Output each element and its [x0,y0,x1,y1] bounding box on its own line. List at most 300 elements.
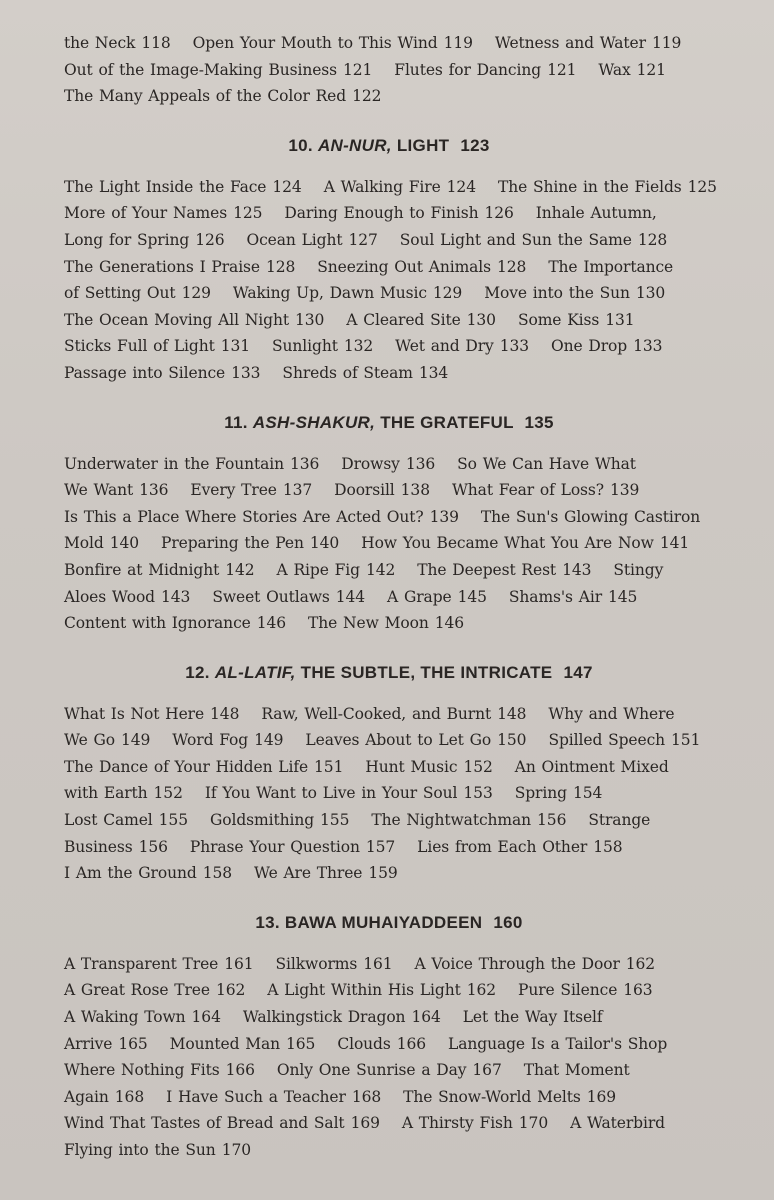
entry-title: Why and Where [548,704,675,723]
entry-title: Shams's Air [508,587,603,606]
entry-page-number: 141 [659,534,690,553]
entry-page-number: 162 [625,954,656,973]
entry-page-number: 156 [138,837,168,856]
entry-page-number: 155 [320,811,350,830]
toc-line [64,727,714,754]
entry-title: Arrive [64,1034,113,1053]
toc-line [64,530,714,557]
entry-page-number: 124 [446,177,476,196]
entry-title: Flutes for Dancing [394,60,542,79]
entry-title: So We Can Have What [457,454,636,473]
toc-entry [64,1008,221,1026]
entry-title: Underwater in the Fountain [64,454,284,473]
toc-line [64,280,714,307]
toc-entry [64,864,232,882]
toc-entry [551,337,662,355]
entry-title: Daring Enough to Finish [284,204,479,223]
toc-line [64,200,714,227]
toc-entry [205,784,493,802]
toc-entry [402,1114,548,1132]
toc-entry [64,614,286,632]
entry-title: Content with Ignorance [64,614,251,633]
toc-line [64,1084,714,1111]
toc-entry [64,705,239,723]
entry-title: Out of the Image-Making Business [64,60,337,79]
entry-title: Pure Silence [518,981,618,1000]
entry-title: A Voice Through the Door [414,954,620,973]
entry-title: Inhale Autumn, [535,204,657,223]
toc-entry [588,811,650,829]
toc-entry [64,981,245,999]
chapter-name: BAWA MUHAIYADDEEN [284,912,483,932]
toc-line [64,83,714,110]
chapter-name: THE GRATEFUL [380,412,514,432]
toc-line [64,860,714,887]
entry-title: The Sun's Glowing Castiron [480,507,701,526]
toc-entry [518,981,653,999]
entry-title: A Waterbird [570,1114,665,1133]
entry-page-number: 145 [608,587,638,606]
entry-title: Silkworms [275,954,358,973]
toc-entry [64,455,319,473]
entry-page-number: 125 [233,204,263,223]
entry-title: with Earth [64,784,148,803]
entry-page-number: 131 [220,337,251,356]
toc-entry [524,1061,630,1079]
entry-title: That Moment [523,1061,630,1080]
entry-lines [64,951,714,1164]
toc-entry [518,311,635,329]
entry-page-number: 126 [484,204,514,223]
toc-entry [64,231,224,249]
entry-title: Passage into Silence [64,363,226,382]
toc-entry [254,864,398,882]
entry-title: The Dance of Your Hidden Life [64,757,309,776]
entry-title: The Shine in the Fields [497,177,682,196]
toc-entry [246,231,377,249]
toc-entry [64,364,260,382]
toc-entry [64,258,295,276]
entry-page-number: 140 [309,534,340,553]
chapter-name-italic: AN-NUR, [317,135,392,155]
toc-entry [64,178,302,196]
toc-line [64,174,717,201]
toc-entry [334,481,430,499]
entry-lines [64,30,714,110]
entry-title: Walkingstick Dragon [242,1008,406,1027]
entry-title: Doorsill [334,481,395,500]
sections-container [64,135,717,1164]
entry-page-number: 156 [537,811,567,830]
entry-page-number: 153 [463,784,493,803]
toc-entry [509,588,637,606]
entry-page-number: 130 [635,284,666,303]
toc-line [64,1031,714,1058]
entry-page-number: 127 [348,230,378,249]
entry-title: Hunt Music [365,757,458,776]
entry-title: Stingy [613,560,664,579]
toc-entry [190,481,312,499]
entry-page-number: 133 [231,363,261,382]
entry-page-number: 169 [350,1114,380,1133]
entry-page-number: 130 [294,310,325,329]
chapter-heading [64,413,714,433]
entry-page-number: 170 [221,1141,251,1159]
entry-title: Raw, Well-Cooked, and Burnt [261,704,492,723]
toc-line [64,1004,714,1031]
entry-page-number: 143 [161,587,191,606]
entry-page-number: 159 [368,864,398,883]
toc-entry [64,1114,380,1132]
entry-page-number: 152 [153,784,183,803]
toc-entry [346,311,496,329]
entry-page-number: 144 [335,587,366,606]
entry-title: Leaves About to Let Go [305,731,492,750]
entry-lines [64,701,714,887]
continued-entries [64,30,714,110]
entry-title: The Nightwatchman [371,811,532,830]
toc-entry [267,981,496,999]
entry-title: Only One Sunrise a Day [276,1061,467,1080]
toc-line [64,254,714,281]
entry-page-number: 145 [457,587,487,606]
toc-line [64,504,714,531]
toc-entry [161,534,339,552]
entry-title: Lost Camel [64,811,153,830]
toc-entry [337,1035,426,1053]
entry-title: A Ripe Fig [276,560,360,579]
toc-entry [457,455,636,473]
toc-entry [64,784,183,802]
entry-title: Shreds of Steam [282,363,413,382]
toc-entry [341,455,435,473]
entry-title: A Thirsty Fish [401,1114,513,1133]
toc-entry [463,1008,603,1026]
entry-page-number: 168 [351,1087,382,1106]
entry-title: What Fear of Loss? [451,481,604,500]
entry-page-number: 142 [365,560,396,579]
toc-entry [64,61,372,79]
chapter-page-number: 135 [524,412,554,432]
entry-page-number: 132 [343,337,374,356]
entry-title: Flying into the Sun [64,1141,216,1159]
toc-entry [305,731,526,749]
entry-title: Goldsmithing [209,811,315,830]
entry-lines [64,174,717,387]
entry-title: If You Want to Live in Your Soul [204,784,458,803]
chapter-heading [64,913,714,933]
entry-title: The Generations I Praise [64,257,260,276]
entry-page-number: 154 [572,784,603,803]
toc-entry [317,258,526,276]
toc-entry [64,34,171,52]
entry-page-number: 163 [623,981,653,1000]
entry-title: The Deepest Rest [417,560,557,579]
entry-title: How You Became What You Are Now [361,534,654,553]
toc-line [64,1110,714,1137]
entry-title: More of Your Names [64,204,228,223]
toc-line [64,977,714,1004]
entry-page-number: 148 [210,704,240,723]
toc-entry [64,1061,255,1079]
toc-entry [172,731,283,749]
chapter-name: LIGHT [396,135,450,155]
entry-title: Wax [598,60,631,79]
entry-page-number: 124 [272,177,302,196]
toc-line [64,610,714,637]
toc-entry [417,838,622,856]
entry-page-number: 161 [363,954,393,973]
entry-title: Every Tree [190,481,277,500]
entry-page-number: 157 [365,837,396,856]
entry-title: Clouds [337,1034,391,1053]
entry-page-number: 128 [497,257,527,276]
entry-title: Strange [588,811,651,830]
toc-entry [210,811,349,829]
toc-line [64,57,714,84]
toc-entry [387,588,487,606]
entry-title: A Cleared Site [346,310,461,329]
toc-entry [193,34,473,52]
toc-entry [64,284,211,302]
entry-title: What Is Not Here [64,704,205,723]
entry-page-number: 139 [429,507,459,526]
entry-title: Spilled Speech [548,731,666,750]
entry-page-number: 143 [562,560,592,579]
toc-entry [403,1088,616,1106]
entry-title: A Light Within His Light [267,981,461,1000]
toc-entry [365,758,492,776]
toc-entry [64,955,254,973]
entry-title: Mounted Man [169,1034,281,1053]
entry-page-number: 158 [593,837,623,856]
toc-entry [394,61,576,79]
toc-entry [277,1061,502,1079]
toc-line [64,584,714,611]
entry-page-number: 151 [314,757,344,776]
entry-title: A Waking Town [64,1008,186,1027]
toc-entry [308,614,464,632]
entry-title: of Setting Out [64,284,176,303]
chapter-section [64,135,717,387]
entry-title: Lies from Each Other [417,837,588,856]
entry-page-number: 125 [687,177,717,196]
entry-page-number: 140 [109,534,139,553]
chapter-section [64,913,714,1164]
entry-page-number: 166 [396,1034,427,1053]
toc-entry [64,311,324,329]
toc-line [64,477,714,504]
entry-title: The New Moon [308,614,429,633]
entry-page-number: 121 [547,60,577,79]
entry-title: Let the Way Itself [462,1008,603,1027]
chapter-number: 11. [224,412,248,432]
entry-title: Preparing the Pen [160,534,304,553]
toc-entry [64,534,139,552]
toc-entry [64,1035,148,1053]
toc-line [64,1057,714,1084]
entry-title: Spring [514,784,567,803]
entry-page-number: 167 [472,1061,502,1080]
toc-entry [64,204,262,222]
entry-page-number: 119 [651,34,682,52]
entry-page-number: 130 [466,310,496,329]
toc-entry [64,758,343,776]
entry-title: A Walking Fire [323,177,441,196]
chapter-name-italic: ASH-SHAKUR, [252,412,376,432]
chapter-number: 12. [185,662,210,682]
toc-entry [515,758,669,776]
entry-title: I Am the Ground [64,864,197,883]
entry-page-number: 165 [118,1034,148,1053]
entry-page-number: 119 [443,34,473,52]
toc-entry [400,231,667,249]
entry-page-number: 161 [224,954,254,973]
toc-entry [613,561,663,579]
entry-title: A Transparent Tree [64,954,219,973]
toc-line [64,951,714,978]
toc-entry [190,838,395,856]
chapter-number: 13. [255,912,280,932]
entry-title: Language Is a Tailor's Shop [448,1034,668,1053]
entry-page-number: 137 [282,481,313,500]
toc-entry [272,337,373,355]
entry-title: A Grape [387,587,452,606]
toc-entry [498,178,717,196]
toc-line [64,780,714,807]
toc-line [64,701,714,728]
entry-page-number: 170 [518,1114,549,1133]
toc-entry [166,1088,381,1106]
entry-page-number: 168 [114,1087,145,1106]
chapter-page-number: 147 [563,662,593,682]
toc-line [64,1137,714,1164]
entry-page-number: 138 [400,481,430,500]
toc-entry [212,588,365,606]
toc-entry [64,337,250,355]
entry-page-number: 133 [499,337,530,356]
entry-page-number: 149 [120,731,151,750]
entry-title: Sticks Full of Light [64,337,215,356]
toc-entry [570,1114,665,1132]
toc-entry [548,731,700,749]
chapter-heading [64,663,714,683]
entry-title: A Great Rose Tree [64,981,210,1000]
entry-title: Sweet Outlaws [212,587,330,606]
entry-title: Wind That Tastes of Bread and Salt [64,1114,345,1133]
entry-title: the Neck [64,34,136,52]
entry-page-number: 142 [225,560,255,579]
toc-entry [324,178,476,196]
chapter-page-number: 123 [460,135,490,155]
toc-line [64,557,714,584]
toc-entry [277,561,396,579]
entry-page-number: 146 [434,614,464,633]
chapter-section [64,413,714,637]
entry-title: Where Nothing Fits [64,1061,220,1080]
entry-title: Soul Light and Sun the Same [399,230,632,249]
entry-page-number: 165 [286,1034,316,1053]
entry-title: Open Your Mouth to This Wind [192,34,438,52]
entry-title: I Have Such a Teacher [166,1087,346,1106]
entry-page-number: 126 [195,230,225,249]
toc-entry [515,784,603,802]
toc-entry [548,705,674,723]
entry-page-number: 129 [181,284,211,303]
chapter-number: 10. [288,135,313,155]
toc-line [64,30,714,57]
entry-title: Waking Up, Dawn Music [232,284,427,303]
entry-page-number: 131 [605,310,635,329]
entry-title: Phrase Your Question [189,837,360,856]
entry-title: Aloes Wood [64,587,156,606]
chapter-section [64,663,714,887]
entry-page-number: 129 [432,284,463,303]
entry-page-number: 121 [636,60,666,79]
entry-page-number: 136 [290,454,320,473]
entry-page-number: 122 [352,87,382,106]
toc-line [64,227,714,254]
entry-title: Drowsy [341,454,400,473]
toc-entry [417,561,591,579]
toc-entry [64,481,168,499]
toc-entry [261,705,526,723]
entry-title: Again [64,1087,109,1106]
entry-page-number: 118 [141,34,171,52]
toc-entry [243,1008,441,1026]
entry-title: Sneezing Out Animals [317,257,492,276]
toc-entry [64,508,459,526]
entry-title: Some Kiss [517,310,600,329]
entry-lines [64,451,714,637]
entry-title: Long for Spring [64,230,190,249]
entry-title: The Light Inside the Face [64,177,267,196]
entry-page-number: 121 [343,60,373,79]
entry-title: Sunlight [272,337,338,356]
entry-title: An Ointment Mixed [514,757,669,776]
entry-page-number: 128 [265,257,296,276]
toc-entry [64,561,255,579]
entry-page-number: 151 [671,731,701,750]
entry-page-number: 136 [405,454,436,473]
toc-line [64,360,714,387]
entry-page-number: 169 [586,1087,617,1106]
entry-page-number: 162 [215,981,246,1000]
entry-title: Ocean Light [246,230,343,249]
toc-entry [481,508,700,526]
toc-line [64,451,714,478]
toc-entry [282,364,448,382]
toc-entry [361,534,689,552]
toc-entry [598,61,666,79]
toc-entry [495,34,681,52]
entry-title: The Snow-World Melts [403,1087,581,1106]
chapter-page-number: 160 [493,912,523,932]
entry-page-number: 150 [497,731,527,750]
toc-entry [276,955,393,973]
entry-title: We Want [64,481,134,500]
toc-entry [452,481,639,499]
toc-line [64,333,714,360]
entry-page-number: 136 [139,481,169,500]
toc-line [64,754,714,781]
toc-entry [371,811,566,829]
entry-title: The Many Appeals of the Color Red [64,87,347,106]
toc-line [64,834,714,861]
toc-entry [64,838,168,856]
toc-entry [395,337,529,355]
entry-page-number: 164 [191,1008,221,1027]
